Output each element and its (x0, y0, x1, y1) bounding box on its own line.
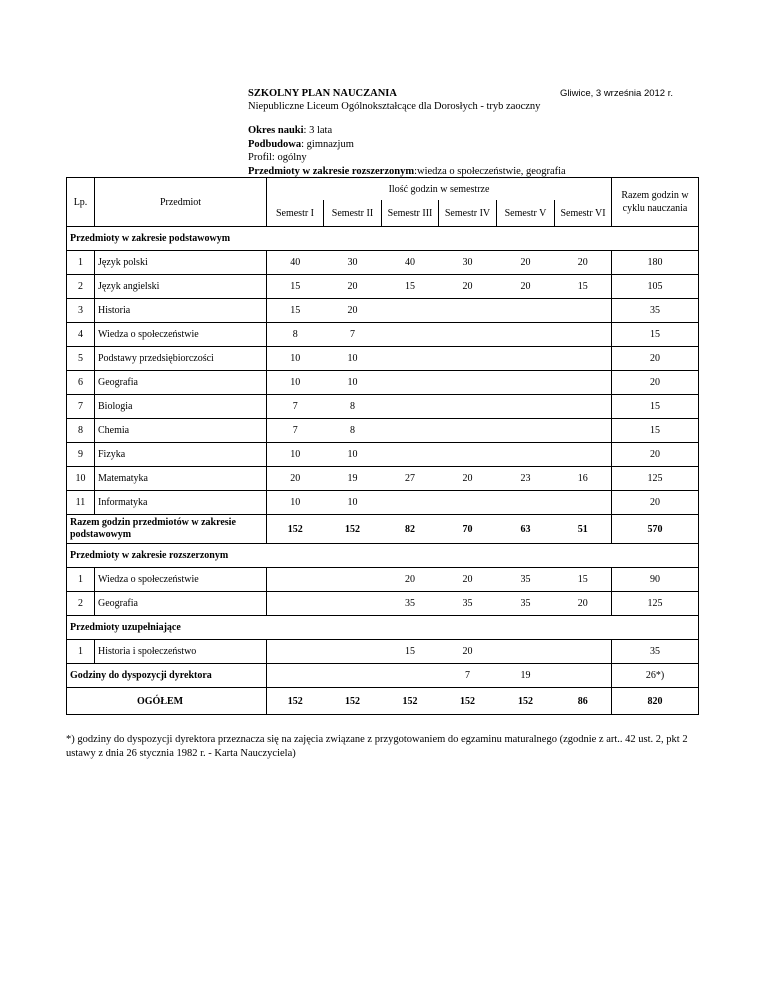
total-cell: 180 (612, 251, 699, 275)
hours-cell (555, 323, 612, 347)
hours-cell: 152 (267, 515, 324, 544)
period-value: : 3 lata (303, 125, 333, 136)
extended-info (248, 165, 566, 179)
total-cell: 90 (612, 568, 699, 592)
semester-header: Semestr IV (439, 200, 497, 227)
section-label: Przedmioty w zakresie podstawowym (67, 227, 699, 251)
table-row (67, 640, 699, 664)
subject-name: Język angielski (95, 275, 267, 299)
subject-name: Geografia (95, 371, 267, 395)
hours-cell: 23 (497, 467, 555, 491)
hours-cell (555, 491, 612, 515)
total-cell: 26*) (612, 664, 699, 688)
hours-cell: 19 (497, 664, 555, 688)
hours-cell (555, 443, 612, 467)
semester-header: Semestr II (324, 200, 382, 227)
director-row-label: Godziny do dyspozycji dyrektora (67, 664, 267, 688)
hours-cell: 15 (382, 640, 439, 664)
total-cell: 125 (612, 592, 699, 616)
hours-cell (497, 395, 555, 419)
extended-value: :wiedza o społeczeństwie, geografia (414, 165, 566, 177)
total-cell: 35 (612, 640, 699, 664)
section-label: Przedmioty uzupełniające (67, 616, 699, 640)
hours-cell (382, 664, 439, 688)
table-row (67, 568, 699, 592)
hours-cell (555, 395, 612, 419)
hours-cell: 152 (324, 515, 382, 544)
total-cell: 105 (612, 275, 699, 299)
section-basic (67, 227, 699, 251)
total-cell: 20 (612, 443, 699, 467)
hours-cell: 7 (267, 395, 324, 419)
col-hours-group-header: Ilość godzin w semestrze (267, 178, 612, 201)
hours-cell: 10 (324, 491, 382, 515)
hours-cell: 8 (324, 395, 382, 419)
row-number: 5 (67, 347, 95, 371)
table-row (67, 443, 699, 467)
hours-cell (555, 640, 612, 664)
hours-cell: 15 (382, 275, 439, 299)
hours-cell (382, 371, 439, 395)
row-number: 7 (67, 395, 95, 419)
hours-cell: 152 (324, 688, 382, 715)
hours-cell (382, 419, 439, 443)
hours-cell: 152 (267, 688, 324, 715)
hours-cell: 15 (555, 275, 612, 299)
hours-cell: 15 (267, 299, 324, 323)
hours-cell: 7 (439, 664, 497, 688)
hours-cell: 20 (324, 275, 382, 299)
hours-cell: 51 (555, 515, 612, 544)
total-cell: 15 (612, 323, 699, 347)
row-number: 1 (67, 568, 95, 592)
subject-name: Wiedza o społeczeństwie (95, 323, 267, 347)
hours-cell (497, 640, 555, 664)
subject-name: Fizyka (95, 443, 267, 467)
curriculum-table (66, 177, 699, 715)
row-number: 2 (67, 592, 95, 616)
row-number: 9 (67, 443, 95, 467)
row-number: 1 (67, 251, 95, 275)
total-cell: 35 (612, 299, 699, 323)
hours-cell (555, 664, 612, 688)
semester-header: Semestr III (382, 200, 439, 227)
hours-cell: 20 (439, 275, 497, 299)
hours-cell (382, 395, 439, 419)
subject-name: Podstawy przedsiębiorczości (95, 347, 267, 371)
subject-name: Historia i społeczeństwo (95, 640, 267, 664)
hours-cell (497, 323, 555, 347)
hours-cell: 35 (497, 568, 555, 592)
hours-cell (497, 491, 555, 515)
overall-row (67, 688, 699, 715)
hours-cell: 82 (382, 515, 439, 544)
total-cell: 20 (612, 347, 699, 371)
table-row (67, 491, 699, 515)
hours-cell: 20 (324, 299, 382, 323)
hours-cell (497, 371, 555, 395)
hours-cell (324, 568, 382, 592)
hours-cell: 8 (324, 419, 382, 443)
table-row (67, 592, 699, 616)
semester-header: Semestr V (497, 200, 555, 227)
hours-cell: 86 (555, 688, 612, 715)
table-row (67, 419, 699, 443)
table-row (67, 299, 699, 323)
hours-cell: 10 (324, 371, 382, 395)
hours-cell (439, 299, 497, 323)
table-header-row-1 (67, 178, 699, 201)
hours-cell: 40 (267, 251, 324, 275)
hours-cell (555, 299, 612, 323)
period-info (248, 124, 332, 138)
hours-cell (439, 395, 497, 419)
hours-cell (267, 640, 324, 664)
hours-cell: 20 (382, 568, 439, 592)
hours-cell: 30 (439, 251, 497, 275)
subject-name: Matematyka (95, 467, 267, 491)
hours-cell: 70 (439, 515, 497, 544)
hours-cell (267, 592, 324, 616)
subject-name: Biologia (95, 395, 267, 419)
period-label: Okres nauki (248, 125, 304, 136)
hours-cell (382, 443, 439, 467)
section-extended (67, 544, 699, 568)
hours-cell (497, 419, 555, 443)
hours-cell: 20 (439, 640, 497, 664)
row-number: 10 (67, 467, 95, 491)
total-cell: 570 (612, 515, 699, 544)
hours-cell (555, 371, 612, 395)
col-lp-header: Lp. (67, 178, 95, 227)
total-cell: 20 (612, 371, 699, 395)
hours-cell: 7 (267, 419, 324, 443)
hours-cell: 35 (497, 592, 555, 616)
curriculum-table-body (67, 178, 699, 715)
hours-cell (497, 443, 555, 467)
hours-cell (382, 323, 439, 347)
table-row (67, 371, 699, 395)
hours-cell (382, 347, 439, 371)
hours-cell: 152 (382, 688, 439, 715)
hours-cell (439, 491, 497, 515)
hours-cell: 20 (497, 275, 555, 299)
hours-cell: 10 (267, 371, 324, 395)
overall-row-label: OGÓŁEM (67, 688, 267, 715)
total-cell: 15 (612, 419, 699, 443)
extended-label: Przedmioty w zakresie rozszerzonym (248, 165, 415, 177)
total-cell: 125 (612, 467, 699, 491)
subject-name: Język polski (95, 251, 267, 275)
hours-cell (555, 347, 612, 371)
hours-cell: 35 (382, 592, 439, 616)
subject-name: Wiedza o społeczeństwie (95, 568, 267, 592)
hours-cell: 10 (324, 347, 382, 371)
subject-name: Geografia (95, 592, 267, 616)
hours-cell (439, 419, 497, 443)
total-cell: 15 (612, 395, 699, 419)
row-number: 8 (67, 419, 95, 443)
table-row (67, 275, 699, 299)
table-row (67, 347, 699, 371)
hours-cell: 20 (555, 592, 612, 616)
total-cell: 820 (612, 688, 699, 715)
section-supplementary (67, 616, 699, 640)
hours-cell (267, 664, 324, 688)
profile-info: Profil: ogólny (248, 152, 307, 163)
subject-name: Chemia (95, 419, 267, 443)
hours-cell: 152 (439, 688, 497, 715)
hours-cell (267, 568, 324, 592)
hours-cell: 10 (267, 347, 324, 371)
hours-cell (382, 491, 439, 515)
hours-cell: 20 (555, 251, 612, 275)
semester-header: Semestr VI (555, 200, 612, 227)
hours-cell (382, 299, 439, 323)
hours-cell: 8 (267, 323, 324, 347)
director-row (67, 664, 699, 688)
hours-cell: 152 (497, 688, 555, 715)
hours-cell (497, 347, 555, 371)
hours-cell: 19 (324, 467, 382, 491)
row-number: 6 (67, 371, 95, 395)
hours-cell: 15 (267, 275, 324, 299)
col-subject-header: Przedmiot (95, 178, 267, 227)
row-number: 11 (67, 491, 95, 515)
basic-sum-row-label: Razem godzin przedmiotów w zakresie podstawowym (67, 515, 267, 544)
row-number: 3 (67, 299, 95, 323)
footnote: *) godziny do dyspozycji dyrektora przeznacza się na zajęcia związane z przygotowaniem do egzaminu maturalnego (zgodnie z art.. 42 ust. 2, pkt 2 ustawy z dnia 26 stycznia 1982 r. - Karta Nauczyciela) (66, 734, 688, 759)
hours-cell: 40 (382, 251, 439, 275)
base-value: : gimnazjum (301, 138, 354, 150)
hours-cell (324, 592, 382, 616)
hours-cell (439, 371, 497, 395)
document-date: Gliwice, 3 września 2012 r. (560, 88, 673, 99)
hours-cell: 10 (267, 443, 324, 467)
total-cell: 20 (612, 491, 699, 515)
hours-cell: 15 (555, 568, 612, 592)
hours-cell (324, 664, 382, 688)
hours-cell: 20 (439, 467, 497, 491)
hours-cell: 16 (555, 467, 612, 491)
hours-cell (324, 640, 382, 664)
hours-cell: 10 (324, 443, 382, 467)
hours-cell: 7 (324, 323, 382, 347)
table-row (67, 467, 699, 491)
base-info (248, 138, 354, 152)
hours-cell: 35 (439, 592, 497, 616)
hours-cell (439, 347, 497, 371)
hours-cell: 63 (497, 515, 555, 544)
table-row (67, 251, 699, 275)
subject-name: Informatyka (95, 491, 267, 515)
semester-header: Semestr I (267, 200, 324, 227)
subject-name: Historia (95, 299, 267, 323)
col-total-header: Razem godzin w cyklu nauczania (612, 178, 699, 227)
hours-cell (555, 419, 612, 443)
hours-cell (439, 323, 497, 347)
school-name: Niepubliczne Liceum Ogólnokształcące dla Dorosłych - tryb zaoczny (248, 101, 541, 112)
base-label: Podbudowa (248, 138, 302, 150)
table-row (67, 395, 699, 419)
row-number: 4 (67, 323, 95, 347)
hours-cell: 20 (497, 251, 555, 275)
row-number: 1 (67, 640, 95, 664)
table-row (67, 323, 699, 347)
hours-cell: 20 (439, 568, 497, 592)
hours-cell: 20 (267, 467, 324, 491)
hours-cell: 27 (382, 467, 439, 491)
section-label: Przedmioty w zakresie rozszerzonym (67, 544, 699, 568)
page-title: SZKOLNY PLAN NAUCZANIA (248, 88, 397, 99)
row-number: 2 (67, 275, 95, 299)
hours-cell (439, 443, 497, 467)
hours-cell: 10 (267, 491, 324, 515)
hours-cell: 30 (324, 251, 382, 275)
hours-cell (497, 299, 555, 323)
basic-sum-row (67, 515, 699, 544)
